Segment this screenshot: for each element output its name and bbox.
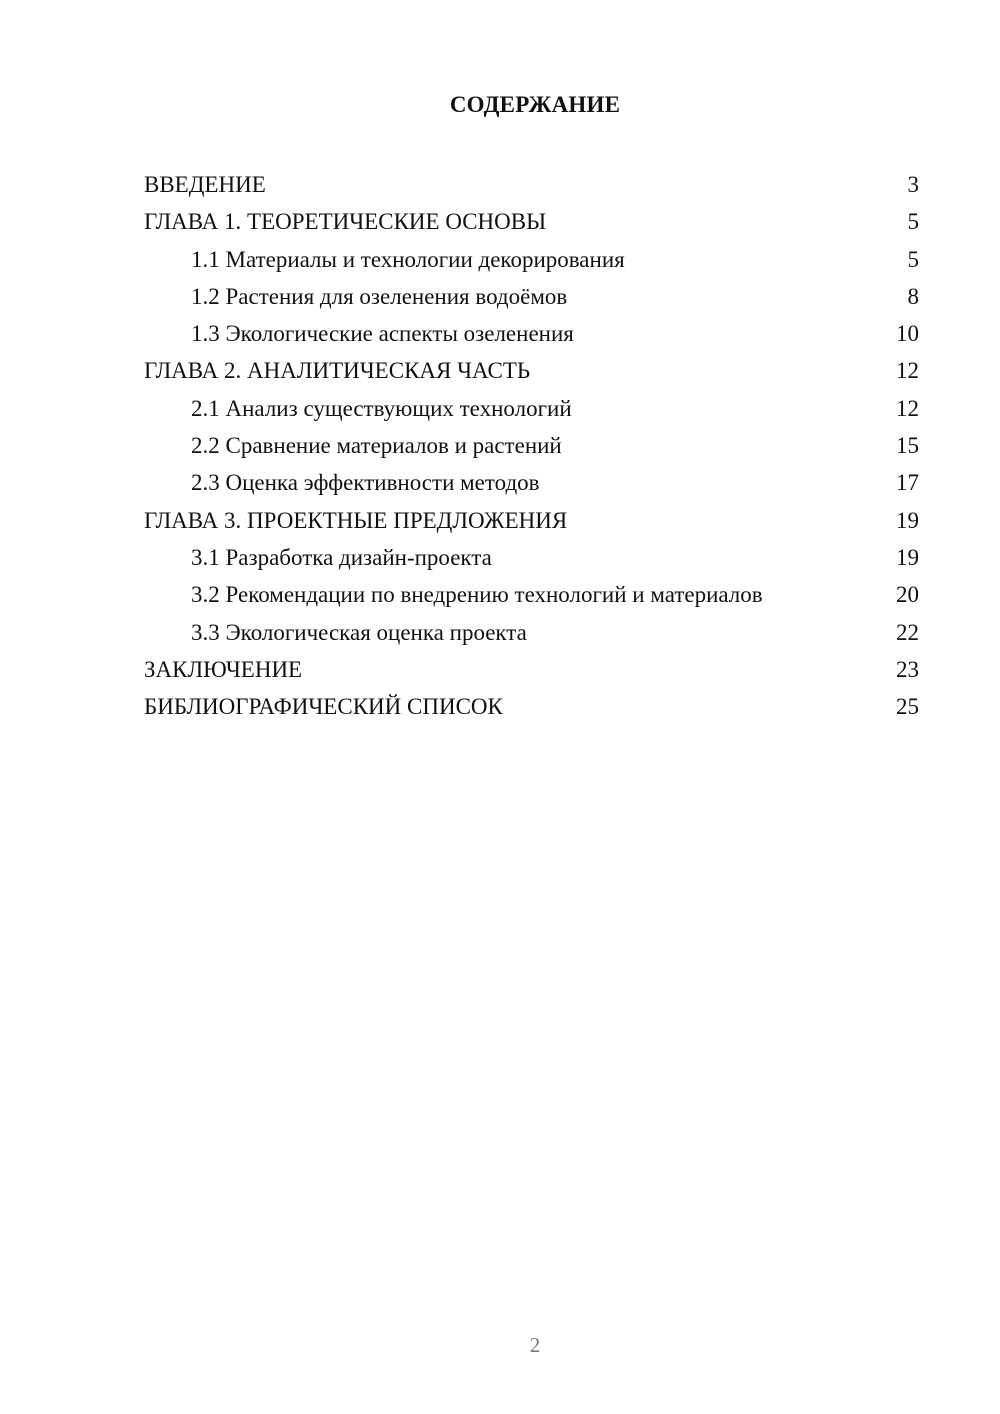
- toc-entry-page: 17: [896, 470, 919, 496]
- toc-entry-introduction: [144, 166, 919, 203]
- toc-entry-label: ГЛАВА 3. ПРОЕКТНЫЕ ПРЕДЛОЖЕНИЯ: [144, 507, 568, 533]
- toc-entry-label: ВВЕДЕНИЕ: [144, 172, 266, 197]
- toc-entry-label: ЗАКЛЮЧЕНИЕ: [144, 656, 303, 682]
- toc-entry-page: 3: [907, 172, 919, 197]
- toc-entry-section-1-2: [144, 278, 919, 315]
- toc-entry-page: 22: [896, 619, 919, 645]
- toc-entry-conclusion: [144, 651, 919, 688]
- toc-entry-section-3-2: [144, 576, 919, 613]
- toc-entry-label: 1.2 Растения для озеленения водоёмов: [191, 283, 568, 309]
- page-number: 2: [529, 1333, 541, 1357]
- toc-entry-label: 3.2 Рекомендации по внедрению технологий и материалов: [191, 582, 763, 608]
- toc-entry-chapter-1: [144, 203, 919, 240]
- toc-entry-label: 2.2 Сравнение материалов и растений: [191, 433, 562, 459]
- toc-entry-label: 3.3 Экологическая оценка проекта: [191, 619, 527, 645]
- toc-entry-page: 15: [896, 433, 919, 459]
- toc-entry-page: 10: [896, 321, 919, 347]
- toc-entry-label: ГЛАВА 1. ТЕОРЕТИЧЕСКИЕ ОСНОВЫ: [144, 209, 547, 235]
- toc-entry-chapter-3: [144, 502, 919, 539]
- toc-entry-section-1-1: [144, 241, 919, 278]
- toc-entry-label: БИБЛИОГРАФИЧЕСКИЙ СПИСОК: [144, 694, 503, 720]
- toc-entry-page: 8: [907, 283, 919, 309]
- toc-entry-label: 1.1 Материалы и технологии декорирования: [191, 246, 625, 272]
- toc-entry-page: 5: [907, 209, 919, 235]
- toc-entry-section-2-3: [144, 464, 919, 501]
- toc-entry-page: 5: [907, 246, 919, 272]
- toc-entry-section-1-3: [144, 315, 919, 352]
- toc-entry-bibliography: [144, 688, 919, 725]
- toc-entry-label: 1.3 Экологические аспекты озеленения: [191, 321, 574, 347]
- toc-entry-page: 23: [896, 656, 919, 682]
- toc-entry-page: 19: [896, 544, 919, 570]
- toc-entry-page: 25: [896, 694, 919, 720]
- toc-entry-section-2-1: [144, 390, 919, 427]
- table-of-contents: [144, 166, 919, 725]
- toc-entry-section-3-1: [144, 539, 919, 576]
- toc-entry-section-3-3: [144, 614, 919, 651]
- toc-entry-page: 12: [896, 395, 919, 421]
- toc-entry-page: 20: [896, 582, 919, 608]
- toc-entry-page: 12: [896, 358, 919, 384]
- toc-entry-label: ГЛАВА 2. АНАЛИТИЧЕСКАЯ ЧАСТЬ: [144, 358, 531, 384]
- toc-entry-page: 19: [896, 507, 919, 533]
- toc-entry-label: 3.1 Разработка дизайн-проекта: [191, 544, 492, 570]
- toc-entry-label: 2.3 Оценка эффективности методов: [191, 470, 540, 496]
- toc-entry-label: 2.1 Анализ существующих технологий: [191, 395, 572, 421]
- toc-entry-chapter-2: [144, 352, 919, 389]
- toc-entry-section-2-2: [144, 427, 919, 464]
- page-title: СОДЕРЖАНИЕ: [449, 92, 621, 117]
